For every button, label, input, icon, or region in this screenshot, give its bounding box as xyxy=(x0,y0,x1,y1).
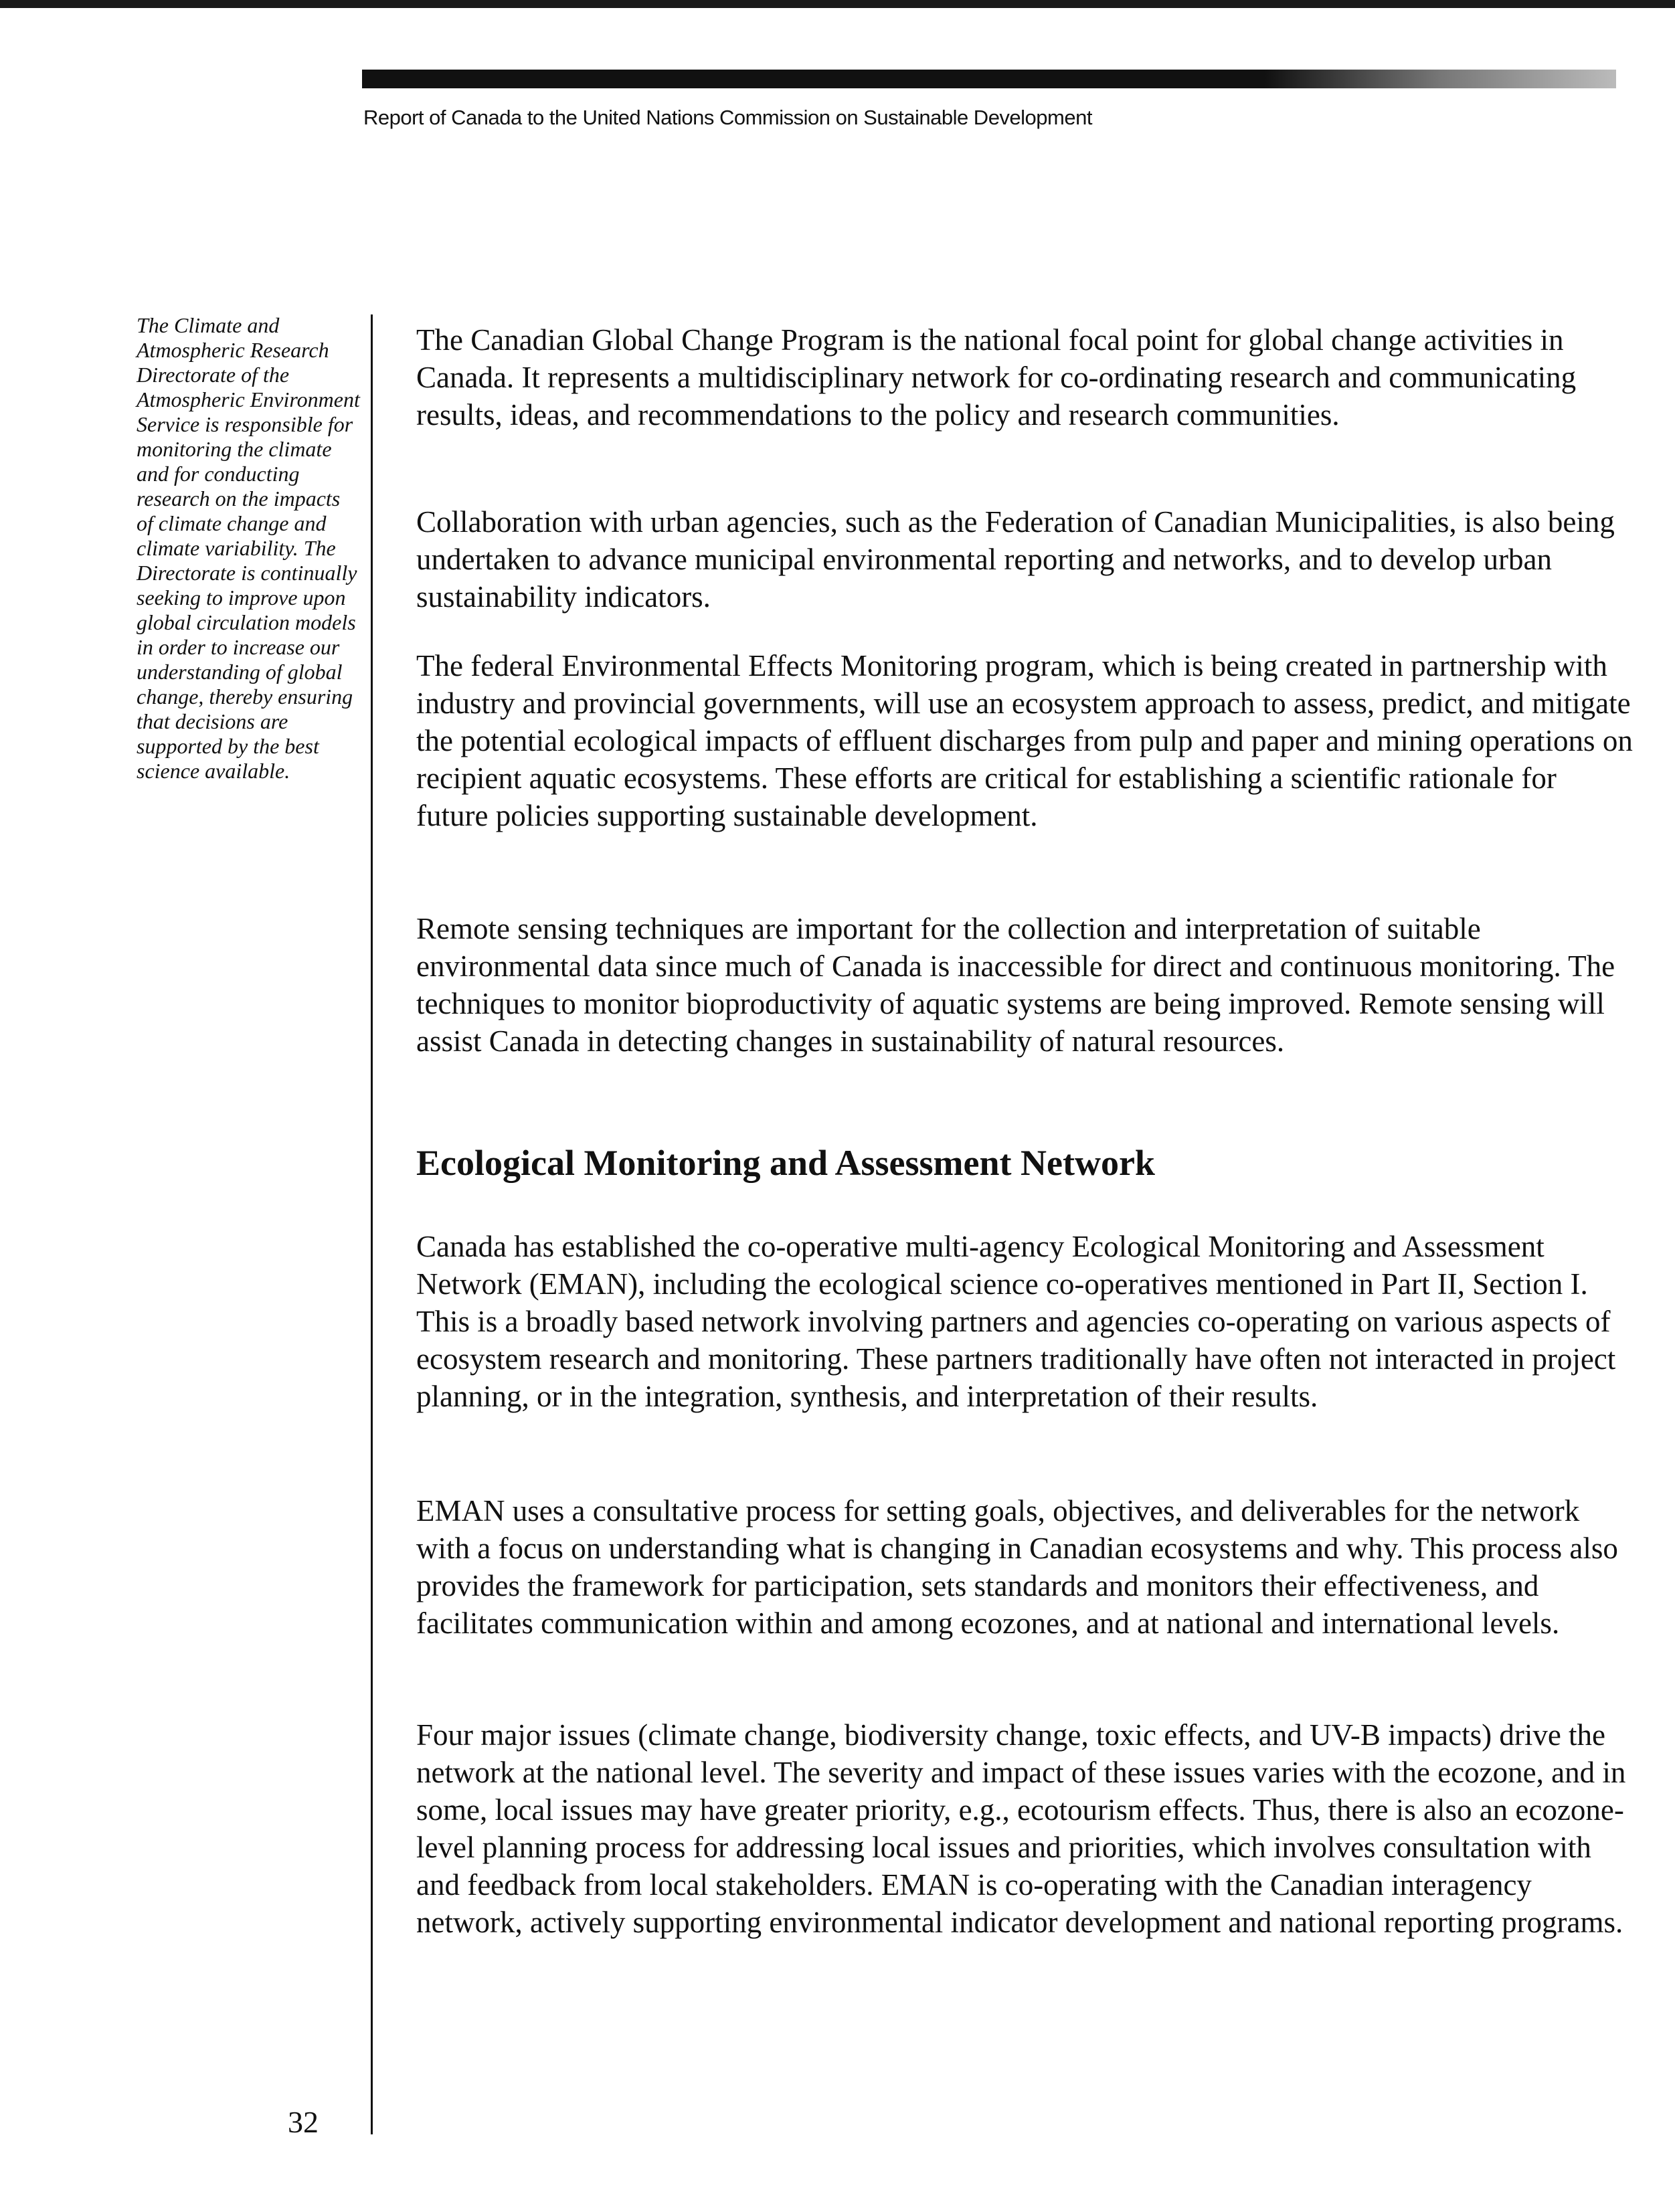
paragraph-remote-sensing: Remote sensing techniques are important for the collection and interpretation of suitable environmental data since much of Canada is inaccessible for direct and continuous monitoring. The techniques to monitor bioproductivity of aquatic systems are being improved. Remote sensing will assist Canada in detecting changes in sustainability of natural resources. xyxy=(416,912,1615,1058)
sidebar-note: The Climate and Atmospheric Research Directorate of the Atmospheric Environment Service is responsible for monitoring the climate and for conducting research on the impacts of climate change and climate variability. The Directorate is continually seeking to improve upon global circulation models in order to increase our understanding of global change, thereby ensuring that decisions are supported by the best science available. xyxy=(137,313,360,783)
paragraph-major-issues: Four major issues (climate change, biodiversity change, toxic effects, and UV-B impacts) drive the network at the national level. The severity and impact of these issues varies with the ecozone, and in some, local issues may have greater priority, e.g., ecotourism effects. Thus, there is also an ecozone-level planning process for addressing local issues and priorities, which involves consultation with and feedback from local stakeholders. EMAN is co-operating with the Canadian interagency network, actively supporting environmental indicator development and national reporting programs. xyxy=(416,1718,1626,1939)
paragraph-effects-monitoring: The federal Environmental Effects Monitoring program, which is being created in partnership with industry and provincial governments, will use an ecosystem approach to assess, predict, and mitigate the potential ecological impacts of effluent discharges from pulp and paper and mining operations on recipient aquatic ecosystems. These efforts are critical for establishing a scientific rationale for future policies supporting sustainable development. xyxy=(416,649,1633,832)
page-number: 32 xyxy=(288,2105,319,2139)
section-heading: Ecological Monitoring and Assessment Network xyxy=(416,1143,1155,1183)
paragraph-urban-agencies: Collaboration with urban agencies, such as the Federation of Canadian Municipalities, is also being undertaken to advance municipal environmental reporting and networks, and to develop urban sustainability indicators. xyxy=(416,505,1615,614)
running-header: Report of Canada to the United Nations Commission on Sustainable Development xyxy=(363,106,1092,129)
paragraph-eman-established: Canada has established the co-operative multi-agency Ecological Monitoring and Assessment Network (EMAN), including the ecological science co-operatives mentioned in Part II, Section I. This is a broadly based network involving partners and agencies co-operating on various aspects of ecosystem research and monitoring. These partners traditionally have often not interacted in project planning, or in the integration, synthesis, and interpretation of their results. xyxy=(416,1230,1616,1413)
paragraph-global-change-program: The Canadian Global Change Program is the national focal point for global change activities in Canada. It represents a multidisciplinary network for co-ordinating research and communicating results, ideas, and recommendations to the policy and research communities. xyxy=(416,323,1577,432)
paragraph-eman-process: EMAN uses a consultative process for setting goals, objectives, and deliverables for the network with a focus on understanding what is changing in Canadian ecosystems and why. This process also provides the framework for participation, sets standards and monitors their effectiveness, and facilitates communication within and among ecozones, and at national and international levels. xyxy=(416,1494,1618,1640)
header-rule-bar xyxy=(362,70,1616,88)
margin-vertical-rule xyxy=(371,314,373,2134)
scan-top-edge xyxy=(0,0,1675,8)
